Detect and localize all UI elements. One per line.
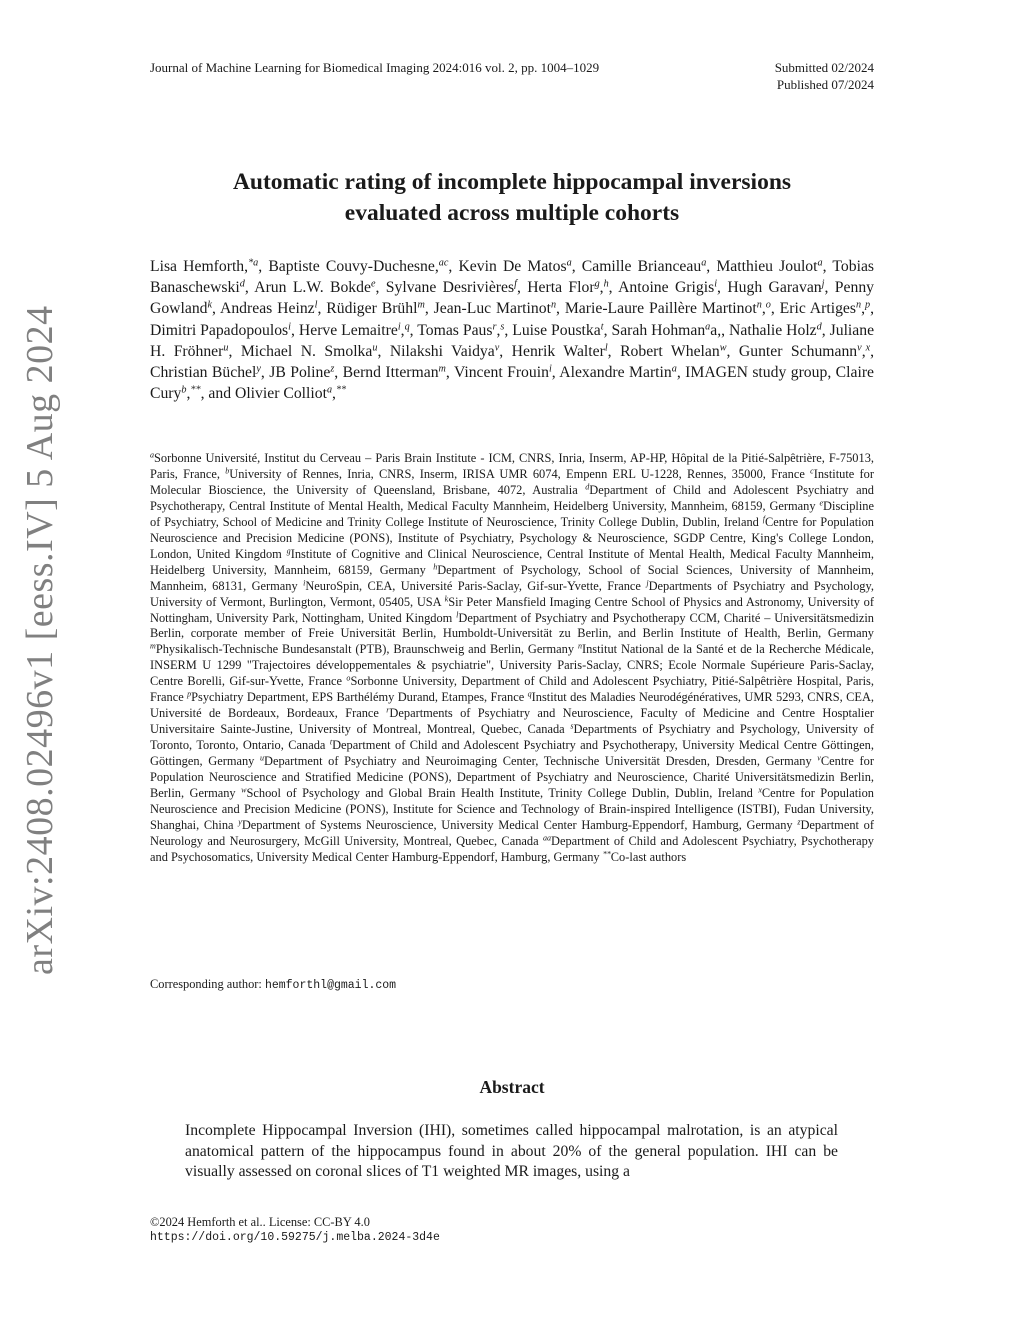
affiliation-text: Discipline of Psychiatry, School of Medicine and Trinity College Institute of Neuroscience, Trinity College Dublin, Dublin, Ireland	[150, 498, 874, 529]
author-name-text: Luise Poustka	[512, 321, 601, 339]
author-affiliation-mark: i	[548, 363, 552, 375]
author-name-text: Marie-Laure Paillère Martinot	[564, 300, 757, 318]
author-affiliation-mark: **	[335, 384, 347, 396]
author-name-text: ,	[186, 385, 191, 403]
author-name	[208, 385, 332, 402]
affiliation-mark: p	[187, 689, 192, 699]
author-name-text: Alexandre Martin	[559, 364, 672, 382]
author-name-text: Sylvane Desrivières	[385, 279, 515, 297]
author-affiliation-mark: h	[603, 278, 609, 290]
affiliation-text: Department of Psychiatry and Psychotherapy CCM, Charité – Universitätsmedizin Berlin, corporate member of Freie Universität Berlin, Humboldt-Universität zu Berlin, and Berlin Institute of Health, Berlin, Germany	[150, 610, 874, 641]
author-affiliation-mark: n	[756, 299, 762, 311]
author-name	[150, 322, 291, 339]
journal-header: Journal of Machine Learning for Biomedical Imaging 2024:016 vol. 2, pp. 1004–1029	[150, 60, 600, 75]
author-name-text: Matthieu Joulot	[716, 258, 818, 275]
author-affiliation-mark: n	[550, 299, 557, 311]
author-affiliation-mark: n	[856, 299, 862, 311]
author-name-text: Jean-Luc Martinot	[433, 300, 551, 318]
author-affiliation-mark: k	[207, 299, 213, 311]
author-affiliation-mark: e	[370, 278, 376, 290]
author-name	[186, 385, 200, 402]
corresponding-label: Corresponding author:	[150, 977, 262, 991]
author-name-text: ,	[761, 300, 766, 318]
published-date: Published 07/2024	[776, 77, 874, 92]
affiliation-mark: e	[819, 498, 824, 508]
affiliation-text: Sorbonne Université, Institut du Cerveau – Paris Brain Institute - ICM, CNRS, Inria, Inserm, AP-HP, Hôpital de la Pitié-Salpêtrière, F-75013, Paris, France,	[150, 451, 874, 481]
affiliation-mark: u	[260, 753, 265, 763]
author-name	[582, 258, 707, 275]
author-name-text: ,	[496, 321, 501, 339]
author-name-text: Baptiste Couvy-Duchesne,	[268, 258, 439, 275]
author-name	[618, 279, 717, 296]
affiliation-text: Institute for Molecular Bioscience, the University of Queensland, Brisbane, 4072, Australia	[150, 466, 875, 497]
title-line-1: Automatic rating of incomplete hippocampal inversions	[232, 169, 792, 195]
affiliation-mark: r	[386, 705, 390, 715]
author-name-text: Tomas Paus	[417, 321, 493, 339]
author-name-text: Nathalie Holz	[729, 321, 817, 339]
author-affiliation-mark: g	[594, 278, 600, 290]
affiliation-text: Department of Child and Adolescent Psychiatry and Psychotherapy, University Medical Centre Göttingen, Göttingen, Germany	[150, 738, 874, 769]
author-name	[150, 258, 258, 275]
affiliation-text: Co-last authors	[610, 849, 687, 864]
dates-block	[775, 59, 874, 93]
author-name-text: IMAGEN study group, Claire Cury	[150, 364, 875, 403]
author-name	[220, 300, 317, 317]
license-text: ©2024 Hemforth et al.. License: CC-BY 4.0	[150, 1215, 370, 1229]
author-name	[417, 322, 496, 339]
affiliation-mark: i	[303, 578, 306, 588]
author-name	[716, 258, 822, 275]
author-name-text: ,	[861, 300, 866, 318]
author-name	[762, 300, 771, 317]
author-name-text: Herve Lemaitre	[298, 321, 398, 339]
author-name-text: Christian Büchel	[150, 364, 257, 382]
affiliation-text: Department of Systems Neuroscience, University Medical Center Hamburg-Eppendorf, Hamburg, Germany	[241, 817, 793, 832]
author-affiliation-mark: p	[865, 299, 871, 311]
author-name	[729, 322, 822, 339]
author-name	[611, 322, 710, 339]
affiliation-list	[150, 451, 874, 866]
author-name-text: Lisa Hemforth,	[150, 258, 249, 275]
affiliation-entry	[260, 754, 812, 768]
affiliation-mark: d	[585, 482, 590, 492]
author-affiliation-mark: t	[600, 321, 604, 332]
author-name	[241, 343, 378, 360]
author-name	[326, 300, 425, 317]
author-name	[401, 322, 410, 339]
affiliation-mark: s	[570, 721, 574, 731]
affiliation-mark: y	[238, 817, 242, 827]
author-affiliation-mark: x	[865, 342, 871, 354]
author-name-text: Juliane H. Fröhner	[150, 321, 875, 360]
affiliation-text: Departments of Psychiatry and Psychology, University of Toronto, Toronto, Ontario, Canada	[150, 722, 874, 753]
author-name-text: Herta Flor	[527, 279, 595, 297]
author-name	[434, 300, 556, 317]
affiliation-text: Department of Child and Adolescent Psychiatry, Psychotherapy and Psychosomatics, University Medical Center Hamburg-Eppendorf, Hamburg, Germany	[150, 833, 874, 864]
author-affiliation-mark: a	[566, 257, 572, 269]
author-name-text: Penny Gowland	[150, 279, 874, 318]
affiliation-mark: l	[456, 610, 459, 620]
affiliation-text: Sorbonne University, Department of Child and Adolescent Psychiatry, Pitié-Salpêtrière Hospital, Paris, France	[150, 674, 874, 705]
author-name-text: Michael N. Smolka	[240, 342, 373, 360]
author-name-text: ,	[861, 342, 866, 360]
author-name-text: Sarah Hohman	[611, 321, 706, 339]
affiliation-text: Sir Peter Mansfield Imaging Centre School of Physics and Astronomy, University of Nottingham, University Park, Nottingham, United Kingdom	[150, 594, 874, 625]
abstract-text: Incomplete Hippocampal Inversion (IHI), sometimes called hippocampal malrotation, is an atypical anatomical pattern of the hippocampus found in about 20% of the general population. IHI can be visually assessed on coronal slices of T1 weighted MR images, using a	[185, 1122, 838, 1180]
author-name	[512, 343, 608, 360]
author-name-text: Tobias Banaschewski	[150, 258, 875, 297]
author-name-text: Eric Artiges	[779, 300, 856, 318]
affiliation-entry	[187, 690, 524, 704]
author-affiliation-mark: w	[719, 342, 727, 354]
affiliation-text: Centre for Population Neuroscience and Precision Medicine (PONS), Institute for Science and Technology of Brain-inspired Intelligence (ISTBI), Fudan University, Shanghai, China	[150, 786, 874, 832]
author-name	[454, 364, 552, 381]
author-affiliation-mark: a	[817, 257, 823, 269]
affiliation-mark: h	[433, 562, 438, 572]
author-affiliation-mark: a	[326, 384, 333, 396]
author-affiliation-mark: f	[514, 278, 517, 290]
author-name	[299, 322, 401, 339]
author-name	[150, 364, 261, 381]
author-name-text: Nilakshi Vaidya	[389, 342, 495, 360]
corresponding-author	[150, 976, 396, 994]
author-name-text: Henrik Walter	[511, 342, 605, 360]
author-affiliation-mark: d	[239, 278, 245, 290]
author-name-text: Vincent Frouin	[453, 364, 549, 382]
affiliation-text: Department of Neurology and Neurosurgery, McGill University, Montreal, Quebec, Canada	[150, 817, 874, 848]
author-affiliation-mark: m	[417, 299, 425, 311]
corresponding-email[interactable]: hemforthl@gmail.com	[264, 979, 397, 992]
affiliation-text: Centre for Population Neuroscience and Precision Medicine (PONS), Institute of Psychiatry, Psychology & Neuroscience, SGDP Centre, King's College London, London, United Kingdom	[150, 514, 875, 561]
affiliation-text: University of Rennes, Inria, CNRS, Inserm, IRISA UMR 6074, Empenn ERL U-1228, Rennes, 35000, France	[229, 466, 805, 481]
paper-title	[150, 167, 874, 229]
author-name-text: ,	[400, 321, 405, 339]
affiliation-mark: k	[444, 594, 449, 604]
author-name	[727, 279, 824, 296]
author-name	[861, 300, 870, 317]
doi-link[interactable]: https://doi.org/10.59275/j.melba.2024-3d4e	[150, 1231, 440, 1244]
affiliation-mark: a	[150, 450, 155, 460]
author-name	[458, 258, 571, 275]
author-name-text: a,	[710, 321, 722, 339]
affiliation-mark: o	[346, 673, 351, 683]
affiliation-mark: b	[225, 466, 230, 476]
affiliation-text: Centre for Population Neuroscience and Stratified Medicine (PONS), Department of Psychiatry and Neuroscience, Charité Universitätsmedizin Berlin, Berlin, Germany	[150, 754, 874, 801]
affiliation-entry	[603, 850, 686, 864]
author-name	[710, 322, 721, 339]
affiliation-text: Psychiatry Department, EPS Barthélémy Durand, Etampes, France	[191, 690, 525, 705]
affiliation-entry	[225, 467, 805, 481]
author-affiliation-mark: **	[190, 384, 201, 396]
author-name	[254, 279, 375, 296]
author-affiliation-mark: q	[404, 321, 410, 332]
affiliation-text: Department of Child and Adolescent Psychiatry and Psychotherapy, Central Institute of Mental Health, Medical Faculty Mannheim, Heidelberg University, Mannheim, 68159, Germany	[150, 482, 874, 513]
author-affiliation-mark: o	[765, 299, 771, 311]
author-name-text: Gunter Schumann	[738, 342, 858, 360]
affiliation-text: Departments of Psychiatry and Psychology, University of Vermont, Burlington, Vermont, 05405, USA	[150, 578, 874, 609]
author-affiliation-mark: z	[330, 363, 335, 375]
author-affiliation-mark: *a	[248, 257, 259, 269]
affiliation-mark: m	[150, 642, 156, 652]
author-affiliation-mark: u	[223, 342, 229, 354]
author-name	[780, 300, 861, 317]
affiliation-mark: **	[602, 849, 611, 859]
author-affiliation-mark: s	[500, 321, 505, 332]
author-name	[527, 279, 599, 296]
affiliation-text: Department of Psychiatry and Neuroimaging Center, Technische Universität Dresden, Dresden, Germany	[264, 754, 812, 769]
author-name-text: ,	[332, 385, 336, 403]
author-name	[332, 385, 346, 402]
affiliation-mark: x	[758, 785, 762, 795]
author-name-text: Dimitri Papadopoulos	[150, 321, 289, 339]
author-name	[565, 300, 762, 317]
author-name-text: Bernd Itterman	[342, 364, 439, 382]
author-affiliation-mark: i	[288, 321, 292, 332]
author-name	[343, 364, 446, 381]
affiliation-mark: j	[646, 578, 649, 588]
author-name	[559, 364, 677, 381]
author-affiliation-mark: v	[494, 342, 500, 354]
author-affiliation-mark: j	[821, 278, 825, 290]
author-name	[268, 258, 448, 275]
author-name-text: Andreas Heinz	[220, 300, 315, 318]
affiliation-mark: g	[286, 546, 291, 556]
author-name-text: ,	[599, 279, 604, 297]
submitted-date: Submitted 02/2024	[774, 60, 874, 75]
affiliation-entry	[303, 579, 641, 593]
author-affiliation-mark: a	[701, 257, 707, 269]
affiliation-mark: aa	[542, 833, 551, 843]
affiliation-mark: w	[241, 785, 247, 795]
affiliation-text: Department of Psychology, School of Social Sciences, University of Mannheim, Mannheim, 68131, Germany	[150, 562, 874, 593]
arxiv-identifier[interactable]: arXiv:2408.02496v1 [eess.IV] 5 Aug 2024	[19, 305, 61, 975]
author-name	[386, 279, 517, 296]
author-name	[390, 343, 499, 360]
author-affiliation-mark: m	[438, 363, 446, 375]
author-affiliation-mark: i	[714, 278, 718, 290]
author-name	[496, 322, 504, 339]
affiliation-text: School of Psychology and Global Brain Health Institute, Trinity College Dublin, Dublin, Ireland	[246, 786, 753, 801]
footer	[150, 1214, 440, 1246]
affiliation-text: Physikalisch-Technische Bundesanstalt (PTB), Braunschweig and Berlin, Germany	[155, 642, 575, 657]
author-name	[620, 343, 726, 360]
author-affiliation-mark: ac	[438, 257, 449, 269]
author-name-text: Antoine Grigis	[618, 279, 715, 297]
affiliation-mark: t	[329, 737, 333, 747]
author-affiliation-mark: a	[671, 363, 677, 375]
author-affiliation-mark: v	[857, 342, 862, 354]
author-name	[739, 343, 862, 360]
author-affiliation-mark: l	[604, 342, 608, 354]
author-name-text: Robert Whelan	[620, 342, 720, 360]
affiliation-mark: f	[762, 514, 766, 524]
affiliation-text: Institut National de la Santé et de la Recherche Médicale, INSERM U 1299 "Trajectoires développementales & psychiatrie", University Paris-Saclay, CNRS; Ecole Normale Supérieure Paris-Saclay, Centre Borelli, Gif-sur-Yvette, France	[150, 642, 874, 689]
affiliation-mark: q	[527, 689, 532, 699]
author-name-text: and Olivier Colliot	[208, 385, 327, 403]
author-name	[600, 279, 609, 296]
affiliation-mark: z	[797, 817, 801, 827]
affiliation-entry	[241, 786, 753, 800]
author-name	[862, 343, 870, 360]
affiliation-entry	[150, 642, 574, 656]
affiliation-mark: v	[817, 753, 821, 763]
author-affiliation-mark: b	[181, 384, 187, 396]
author-name-text: Kevin De Matos	[458, 258, 567, 275]
author-affiliation-mark: a	[705, 321, 711, 332]
author-affiliation-mark: l	[314, 299, 318, 311]
title-line-2: evaluated across multiple cohorts	[344, 200, 680, 226]
affiliation-mark: c	[810, 466, 814, 476]
abstract-heading: Abstract	[479, 1077, 545, 1097]
author-affiliation-mark: r	[492, 321, 497, 332]
affiliation-entry	[238, 818, 792, 832]
author-name	[512, 322, 603, 339]
author-list: Lisa Hemforth,$^{*a}$, Baptiste Couvy-Duchesne,$^{ac}$, Kevin De Matos$^a$, Camille Brianceau$^a$, Matthieu Joulot$^a$, Tobias Banaschewski$^d$, Arun L.W. Bokde$^e$, Sylvane Desrivières$^f$, Herta Flor$^g$,$^h$, Antoine Grigis$^i$, Hugh Garavan$^j$, Penny Gowland$^k$, Andreas Heinz$^l$, Rüdiger Brühl$^m$, Jean-Luc Martinot$^n$, Marie-Laure Paillère Martinot$^n$,$^o$, Eric Artiges$^n$,$^p$, Dimitri Papadopoulos$^i$, Herve Lemaitre$^i$,$^q$, Tomas Paus$^r$,$^s$, Luise Poustka$^t$, Sarah Hohman$^a$a,, Nathalie Holz$^d$, Juliane H. Fröhner$^u$, Michael N. Smolka$^u$, Nilakshi Vaidya$^v$, Henrik Walter$^l$, Robert Whelan$^w$, Gunter Schumann$^v$,$^x$, Christian Büchel$^y$, JB Poline$^z$, Bernd Itterman$^m$, Vincent Frouin$^i$, Alexandre Martin$^a$, IMAGEN study group, Claire Cury$^b$,**, and Olivier Colliot$^a$,**	[150, 257, 875, 403]
author-name	[269, 364, 334, 381]
author-name-text: Camille Brianceau	[581, 258, 702, 275]
author-affiliation-mark: d	[816, 321, 822, 332]
author-name-text: Arun L.W. Bokde	[254, 279, 371, 297]
affiliation-mark: n	[577, 642, 582, 652]
author-name-text: JB Poline	[269, 364, 331, 382]
author-affiliation-mark: y	[256, 363, 261, 375]
affiliation-text: Institut des Maladies Neurodégénératives, UMR 5293, CNRS, CEA, Université de Bordeaux, Bordeaux, France	[150, 690, 874, 721]
author-name-text: Rüdiger Brühl	[326, 300, 418, 318]
affiliation-text: Departments of Psychiatry and Neuroscience, Faculty of Medicine and Centre Hosptalier Universitaire Sainte-Justine, University of Montreal, Montreal, Quebec, Canada	[150, 706, 874, 737]
author-affiliation-mark: u	[372, 342, 378, 354]
affiliation-text: Institute of Cognitive and Clinical Neuroscience, Central Institute of Mental Health, Medical Faculty Mannheim, Heidelberg University, Mannheim, 68159, Germany	[150, 546, 874, 577]
affiliation-text: NeuroSpin, CEA, Université Paris-Saclay, Gif-sur-Yvette, France	[305, 578, 641, 593]
author-name-text: Hugh Garavan	[727, 279, 822, 297]
author-affiliation-mark: i	[397, 321, 401, 332]
